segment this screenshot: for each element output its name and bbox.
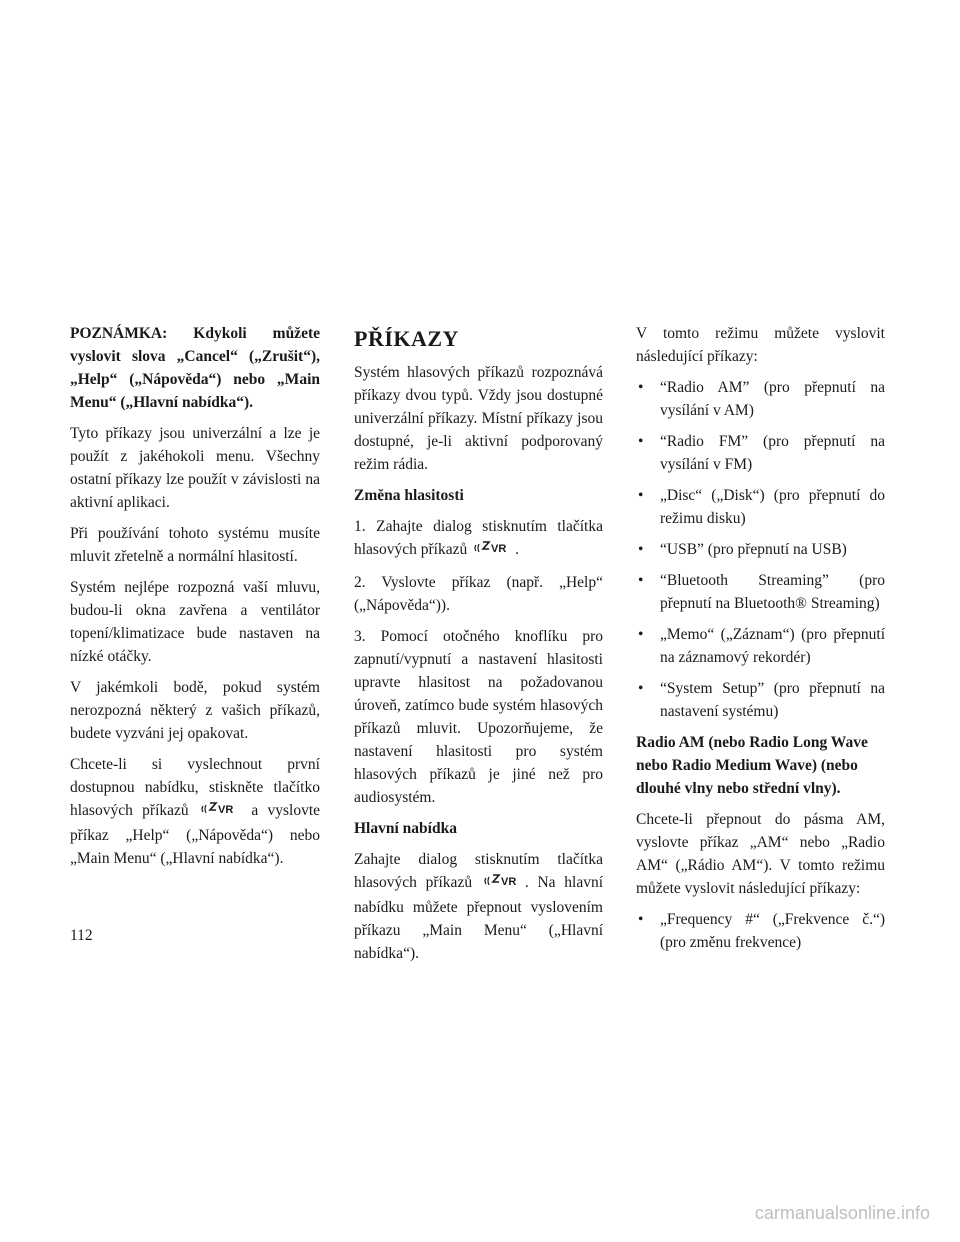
paragraph: Při používání tohoto systému musíte mluvit zřetelně a normální hlasitostí. — [70, 525, 320, 565]
paragraph-text: . — [515, 541, 519, 558]
paragraph-text: Zahajte dialog stisknutím tlačítka hlasových příkazů — [354, 851, 603, 891]
voice-command-icon — [474, 540, 512, 563]
subheading: Hlavní nabídka — [354, 820, 457, 837]
subheading: Radio AM (nebo Radio Long Wave nebo Radio Medium Wave) (nebo dlouhé vlny nebo střední vlny). — [636, 734, 868, 797]
column-right — [636, 322, 885, 962]
column-middle — [354, 322, 603, 973]
paragraph-text: 1. Zahajte dialog stisknutím tlačítka hlasových příkazů — [354, 518, 603, 558]
list-item: • “Bluetooth Streaming” (pro přepnutí na Bluetooth® Streaming) — [636, 569, 885, 615]
paragraph: V jakémkoli bodě, pokud systém nerozpozná některý z vašich příkazů, budete vyzváni jej opakovat. — [70, 679, 320, 742]
command-list — [636, 376, 885, 723]
list-item: • “USB” (pro přepnutí na USB) — [636, 538, 885, 561]
list-item: • „Frequency #“ („Frekvence č.“) (pro změnu frekvence) — [636, 908, 885, 954]
paragraph: Systém hlasových příkazů rozpoznává příkazy dvou typů. Vždy jsou dostupné univerzální příkazy. Místní příkazy jsou dostupné, je-li aktivní podporovaný režim rádia. — [354, 364, 603, 473]
paragraph: 3. Pomocí otočného knoflíku pro zapnutí/vypnutí a nastavení hlasitosti upravte hlasitost na požadovanou úroveň, zatímco bude systém hlasových příkazů mluvit. Upozorňujeme, že nastavení hlasitosti pro systém hlasových příkazů je jiné než pro audiosystém. — [354, 628, 603, 806]
paragraph — [70, 753, 320, 870]
paragraph — [354, 515, 603, 563]
list-item: • “Radio AM” (pro přepnutí na vysílání v AM) — [636, 376, 885, 422]
paragraph: Tyto příkazy jsou univerzální a lze je použít z jakéhokoli menu. Všechny ostatní příkazy lze použít v závislosti na aktivní aplikaci. — [70, 425, 320, 511]
paragraph-text: a vyslovte příkaz „Help“ („Nápověda“) nebo „Main Menu“ („Hlavní nabídka“). — [70, 802, 321, 867]
list-item: • “Radio FM” (pro přepnutí na vysílání v FM) — [636, 430, 885, 476]
vr-icon-label: VR — [217, 804, 234, 816]
command-list — [636, 908, 885, 954]
note-paragraph: POZNÁMKA: Kdykoli můžete vyslovit slova „Cancel“ („Zrušit“), „Help“ („Nápověda“) nebo „Main Menu“ („Hlavní nabídka“). — [70, 325, 320, 411]
list-item: • „Memo“ („Záznam“) (pro přepnutí na záznamový rekordér) — [636, 623, 885, 669]
voice-command-icon — [484, 873, 522, 896]
paragraph — [354, 848, 603, 965]
vr-icon-label: VR — [491, 543, 507, 555]
voice-command-icon — [201, 801, 239, 824]
list-item: • „Disc“ („Disk“) (pro přepnutí do režimu disku) — [636, 484, 885, 530]
page-number: 112 — [70, 927, 93, 944]
paragraph-text: . Na hlavní nabídku můžete přepnout vyslovením příkazu „Main Menu“ („Hlavní nabídka“). — [354, 874, 604, 962]
paragraph: 2. Vyslovte příkaz (např. „Help“ („Nápověda“)). — [354, 574, 603, 614]
list-item: • “System Setup” (pro přepnutí na nastavení systému) — [636, 677, 885, 723]
section-heading: PŘÍKAZY — [354, 326, 459, 351]
paragraph: V tomto režimu můžete vyslovit následující příkazy: — [636, 325, 885, 365]
paragraph: Systém nejlépe rozpozná vaší mluvu, budou-li okna zavřena a ventilátor topení/klimatizace bude nastaven na nízké otáčky. — [70, 579, 320, 665]
watermark: carmanualsonline.info — [754, 1203, 930, 1223]
subheading: Změna hlasitosti — [354, 487, 464, 504]
column-left — [70, 322, 320, 878]
paragraph-text: Chcete-li si vyslechnout první dostupnou nabídku, stiskněte tlačítko hlasových příkazů — [70, 756, 320, 819]
vr-icon-label: VR — [500, 876, 517, 888]
paragraph: Chcete-li přepnout do pásma AM, vyslovte příkaz „AM“ nebo „Radio AM“ („Rádio AM“). V tomto režimu můžete vyslovit následující příkazy: — [636, 811, 885, 897]
